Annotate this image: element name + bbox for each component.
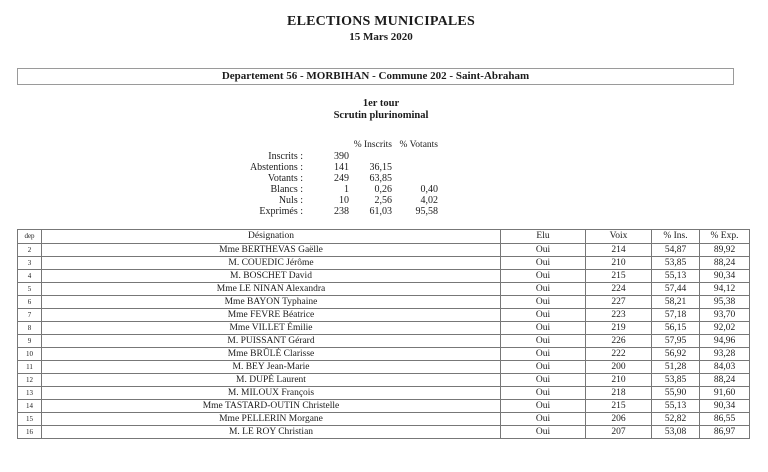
stats-label: Votants : xyxy=(267,173,303,184)
cell-dep-number: 2 xyxy=(18,244,42,257)
cell-elu: Oui xyxy=(501,374,586,387)
cell-voix: 206 xyxy=(586,413,652,426)
cell-designation: Mme VILLET Émilie xyxy=(42,322,501,335)
cell-voix: 223 xyxy=(586,309,652,322)
stats-pct-votants: 95,58 xyxy=(415,206,438,217)
cell-pct-exp: 91,60 xyxy=(700,387,750,400)
scrutin-label: Scrutin plurinominal xyxy=(333,110,429,121)
cell-designation: M. BOSCHET David xyxy=(42,270,501,283)
stats-count: 1 xyxy=(344,184,349,195)
cell-pct-ins: 52,82 xyxy=(652,413,700,426)
cell-designation: Mme FEVRE Béatrice xyxy=(42,309,501,322)
stats-pct-inscrits: 0,26 xyxy=(374,184,392,195)
cell-pct-ins: 51,28 xyxy=(652,361,700,374)
cell-pct-exp: 95,38 xyxy=(700,296,750,309)
stats-count: 238 xyxy=(334,206,349,217)
cell-elu: Oui xyxy=(501,335,586,348)
participation-stats xyxy=(183,140,438,217)
cell-elu: Oui xyxy=(501,270,586,283)
cell-designation: M. MILOUX François xyxy=(42,387,501,400)
cell-dep-number: 9 xyxy=(18,335,42,348)
cell-designation: Mme BAYON Typhaine xyxy=(42,296,501,309)
results-header-voix: Voix xyxy=(586,230,652,244)
cell-pct-ins: 57,44 xyxy=(652,283,700,296)
stats-pct-inscrits: 61,03 xyxy=(369,206,392,217)
cell-voix: 210 xyxy=(586,257,652,270)
results-table xyxy=(17,229,750,439)
cell-pct-ins: 57,18 xyxy=(652,309,700,322)
cell-elu: Oui xyxy=(501,283,586,296)
page-date: 15 Mars 2020 xyxy=(349,31,413,43)
table-row xyxy=(18,426,750,439)
table-row xyxy=(18,296,750,309)
results-header-pct-ins: % Ins. xyxy=(652,230,700,244)
cell-elu: Oui xyxy=(501,361,586,374)
table-row xyxy=(18,270,750,283)
stats-count: 390 xyxy=(334,151,349,162)
table-row xyxy=(18,257,750,270)
cell-dep-number: 10 xyxy=(18,348,42,361)
stats-label: Nuls : xyxy=(278,195,303,206)
stats-count: 141 xyxy=(334,162,349,173)
cell-pct-ins: 55,13 xyxy=(652,400,700,413)
table-row xyxy=(18,348,750,361)
cell-pct-ins: 55,90 xyxy=(652,387,700,400)
cell-pct-exp: 93,70 xyxy=(700,309,750,322)
cell-pct-exp: 90,34 xyxy=(700,400,750,413)
cell-dep-number: 12 xyxy=(18,374,42,387)
stats-label: Abstentions : xyxy=(249,162,303,173)
cell-designation: M. PUISSANT Gérard xyxy=(42,335,501,348)
cell-voix: 219 xyxy=(586,322,652,335)
stats-header-pct-votants: % Votants xyxy=(399,140,438,150)
cell-designation: Mme TASTARD-OUTIN Christelle xyxy=(42,400,501,413)
cell-pct-exp: 89,92 xyxy=(700,244,750,257)
stats-row xyxy=(183,184,438,195)
cell-dep-number: 8 xyxy=(18,322,42,335)
stats-pct-votants xyxy=(392,162,438,173)
cell-pct-exp: 86,55 xyxy=(700,413,750,426)
stats-row xyxy=(183,162,438,173)
cell-pct-ins: 57,95 xyxy=(652,335,700,348)
stats-header-spacer xyxy=(303,140,349,151)
cell-dep-number: 7 xyxy=(18,309,42,322)
cell-pct-ins: 53,85 xyxy=(652,374,700,387)
table-row xyxy=(18,322,750,335)
cell-designation: M. DUPÉ Laurent xyxy=(42,374,501,387)
table-row xyxy=(18,283,750,296)
table-row xyxy=(18,335,750,348)
cell-elu: Oui xyxy=(501,296,586,309)
cell-designation: Mme PELLERIN Morgane xyxy=(42,413,501,426)
table-row xyxy=(18,400,750,413)
cell-voix: 215 xyxy=(586,270,652,283)
stats-row xyxy=(183,206,438,217)
cell-voix: 226 xyxy=(586,335,652,348)
round-label: 1er tour xyxy=(362,98,400,109)
stats-row xyxy=(183,151,438,162)
cell-designation: M. LE ROY Christian xyxy=(42,426,501,439)
cell-pct-exp: 86,97 xyxy=(700,426,750,439)
cell-elu: Oui xyxy=(501,322,586,335)
cell-dep-number: 15 xyxy=(18,413,42,426)
stats-count: 10 xyxy=(339,195,349,206)
cell-elu: Oui xyxy=(501,309,586,322)
cell-dep-number: 16 xyxy=(18,426,42,439)
stats-label: Blancs : xyxy=(270,184,303,195)
cell-pct-exp: 94,12 xyxy=(700,283,750,296)
table-row xyxy=(18,387,750,400)
stats-label: Inscrits : xyxy=(268,151,303,162)
cell-pct-exp: 94,96 xyxy=(700,335,750,348)
cell-voix: 218 xyxy=(586,387,652,400)
cell-dep-number: 13 xyxy=(18,387,42,400)
cell-dep-number: 5 xyxy=(18,283,42,296)
stats-header-row xyxy=(183,140,438,151)
department-commune-banner xyxy=(17,68,734,85)
results-header-row xyxy=(18,230,750,244)
table-row xyxy=(18,374,750,387)
stats-pct-inscrits xyxy=(349,151,392,162)
stats-pct-votants xyxy=(392,173,438,184)
table-row xyxy=(18,309,750,322)
table-row xyxy=(18,361,750,374)
cell-pct-ins: 58,21 xyxy=(652,296,700,309)
cell-voix: 224 xyxy=(586,283,652,296)
cell-voix: 210 xyxy=(586,374,652,387)
stats-label: Exprimés : xyxy=(259,206,303,217)
stats-row xyxy=(183,195,438,206)
cell-dep-number: 11 xyxy=(18,361,42,374)
stats-pct-inscrits: 36,15 xyxy=(369,162,392,173)
cell-designation: Mme BERTHEVAS Gaëlle xyxy=(42,244,501,257)
stats-row xyxy=(183,173,438,184)
stats-pct-votants xyxy=(392,151,438,162)
cell-pct-exp: 88,24 xyxy=(700,257,750,270)
cell-voix: 215 xyxy=(586,400,652,413)
cell-pct-exp: 90,34 xyxy=(700,270,750,283)
cell-pct-ins: 53,85 xyxy=(652,257,700,270)
cell-voix: 200 xyxy=(586,361,652,374)
results-header-elu: Elu xyxy=(501,230,586,244)
cell-pct-exp: 92,02 xyxy=(700,322,750,335)
cell-elu: Oui xyxy=(501,400,586,413)
cell-pct-ins: 56,15 xyxy=(652,322,700,335)
cell-elu: Oui xyxy=(501,426,586,439)
cell-designation: M. COUEDIC Jérôme xyxy=(42,257,501,270)
cell-dep-number: 6 xyxy=(18,296,42,309)
results-header-pct-exp: % Exp. xyxy=(700,230,750,244)
cell-pct-ins: 56,92 xyxy=(652,348,700,361)
cell-elu: Oui xyxy=(501,257,586,270)
stats-pct-inscrits: 2,56 xyxy=(374,195,392,206)
stats-count: 249 xyxy=(334,173,349,184)
cell-dep-number: 14 xyxy=(18,400,42,413)
page-title: ELECTIONS MUNICIPALES xyxy=(287,14,475,29)
cell-voix: 214 xyxy=(586,244,652,257)
cell-elu: Oui xyxy=(501,244,586,257)
cell-designation: M. BEY Jean-Marie xyxy=(42,361,501,374)
cell-elu: Oui xyxy=(501,413,586,426)
cell-voix: 222 xyxy=(586,348,652,361)
banner-text: Departement 56 - MORBIHAN - Commune 202 - Saint-Abraham xyxy=(221,70,530,82)
stats-pct-votants: 0,40 xyxy=(420,184,438,195)
stats-pct-votants: 4,02 xyxy=(420,195,438,206)
cell-pct-ins: 53,08 xyxy=(652,426,700,439)
cell-pct-ins: 54,87 xyxy=(652,244,700,257)
stats-header-spacer xyxy=(183,140,303,151)
table-row xyxy=(18,413,750,426)
cell-designation: Mme BRÛLÉ Clarisse xyxy=(42,348,501,361)
cell-elu: Oui xyxy=(501,387,586,400)
cell-voix: 207 xyxy=(586,426,652,439)
cell-designation: Mme LE NINAN Alexandra xyxy=(42,283,501,296)
cell-pct-exp: 88,24 xyxy=(700,374,750,387)
cell-pct-exp: 93,28 xyxy=(700,348,750,361)
stats-header-pct-inscrits: % Inscrits xyxy=(353,140,392,150)
cell-voix: 227 xyxy=(586,296,652,309)
cell-dep-number: 3 xyxy=(18,257,42,270)
cell-pct-ins: 55,13 xyxy=(652,270,700,283)
cell-pct-exp: 84,03 xyxy=(700,361,750,374)
results-header-designation: Désignation xyxy=(42,230,501,244)
cell-dep-number: 4 xyxy=(18,270,42,283)
cell-elu: Oui xyxy=(501,348,586,361)
table-row xyxy=(18,244,750,257)
results-header-dep: dep xyxy=(18,230,42,244)
stats-pct-inscrits: 63,85 xyxy=(369,173,392,184)
